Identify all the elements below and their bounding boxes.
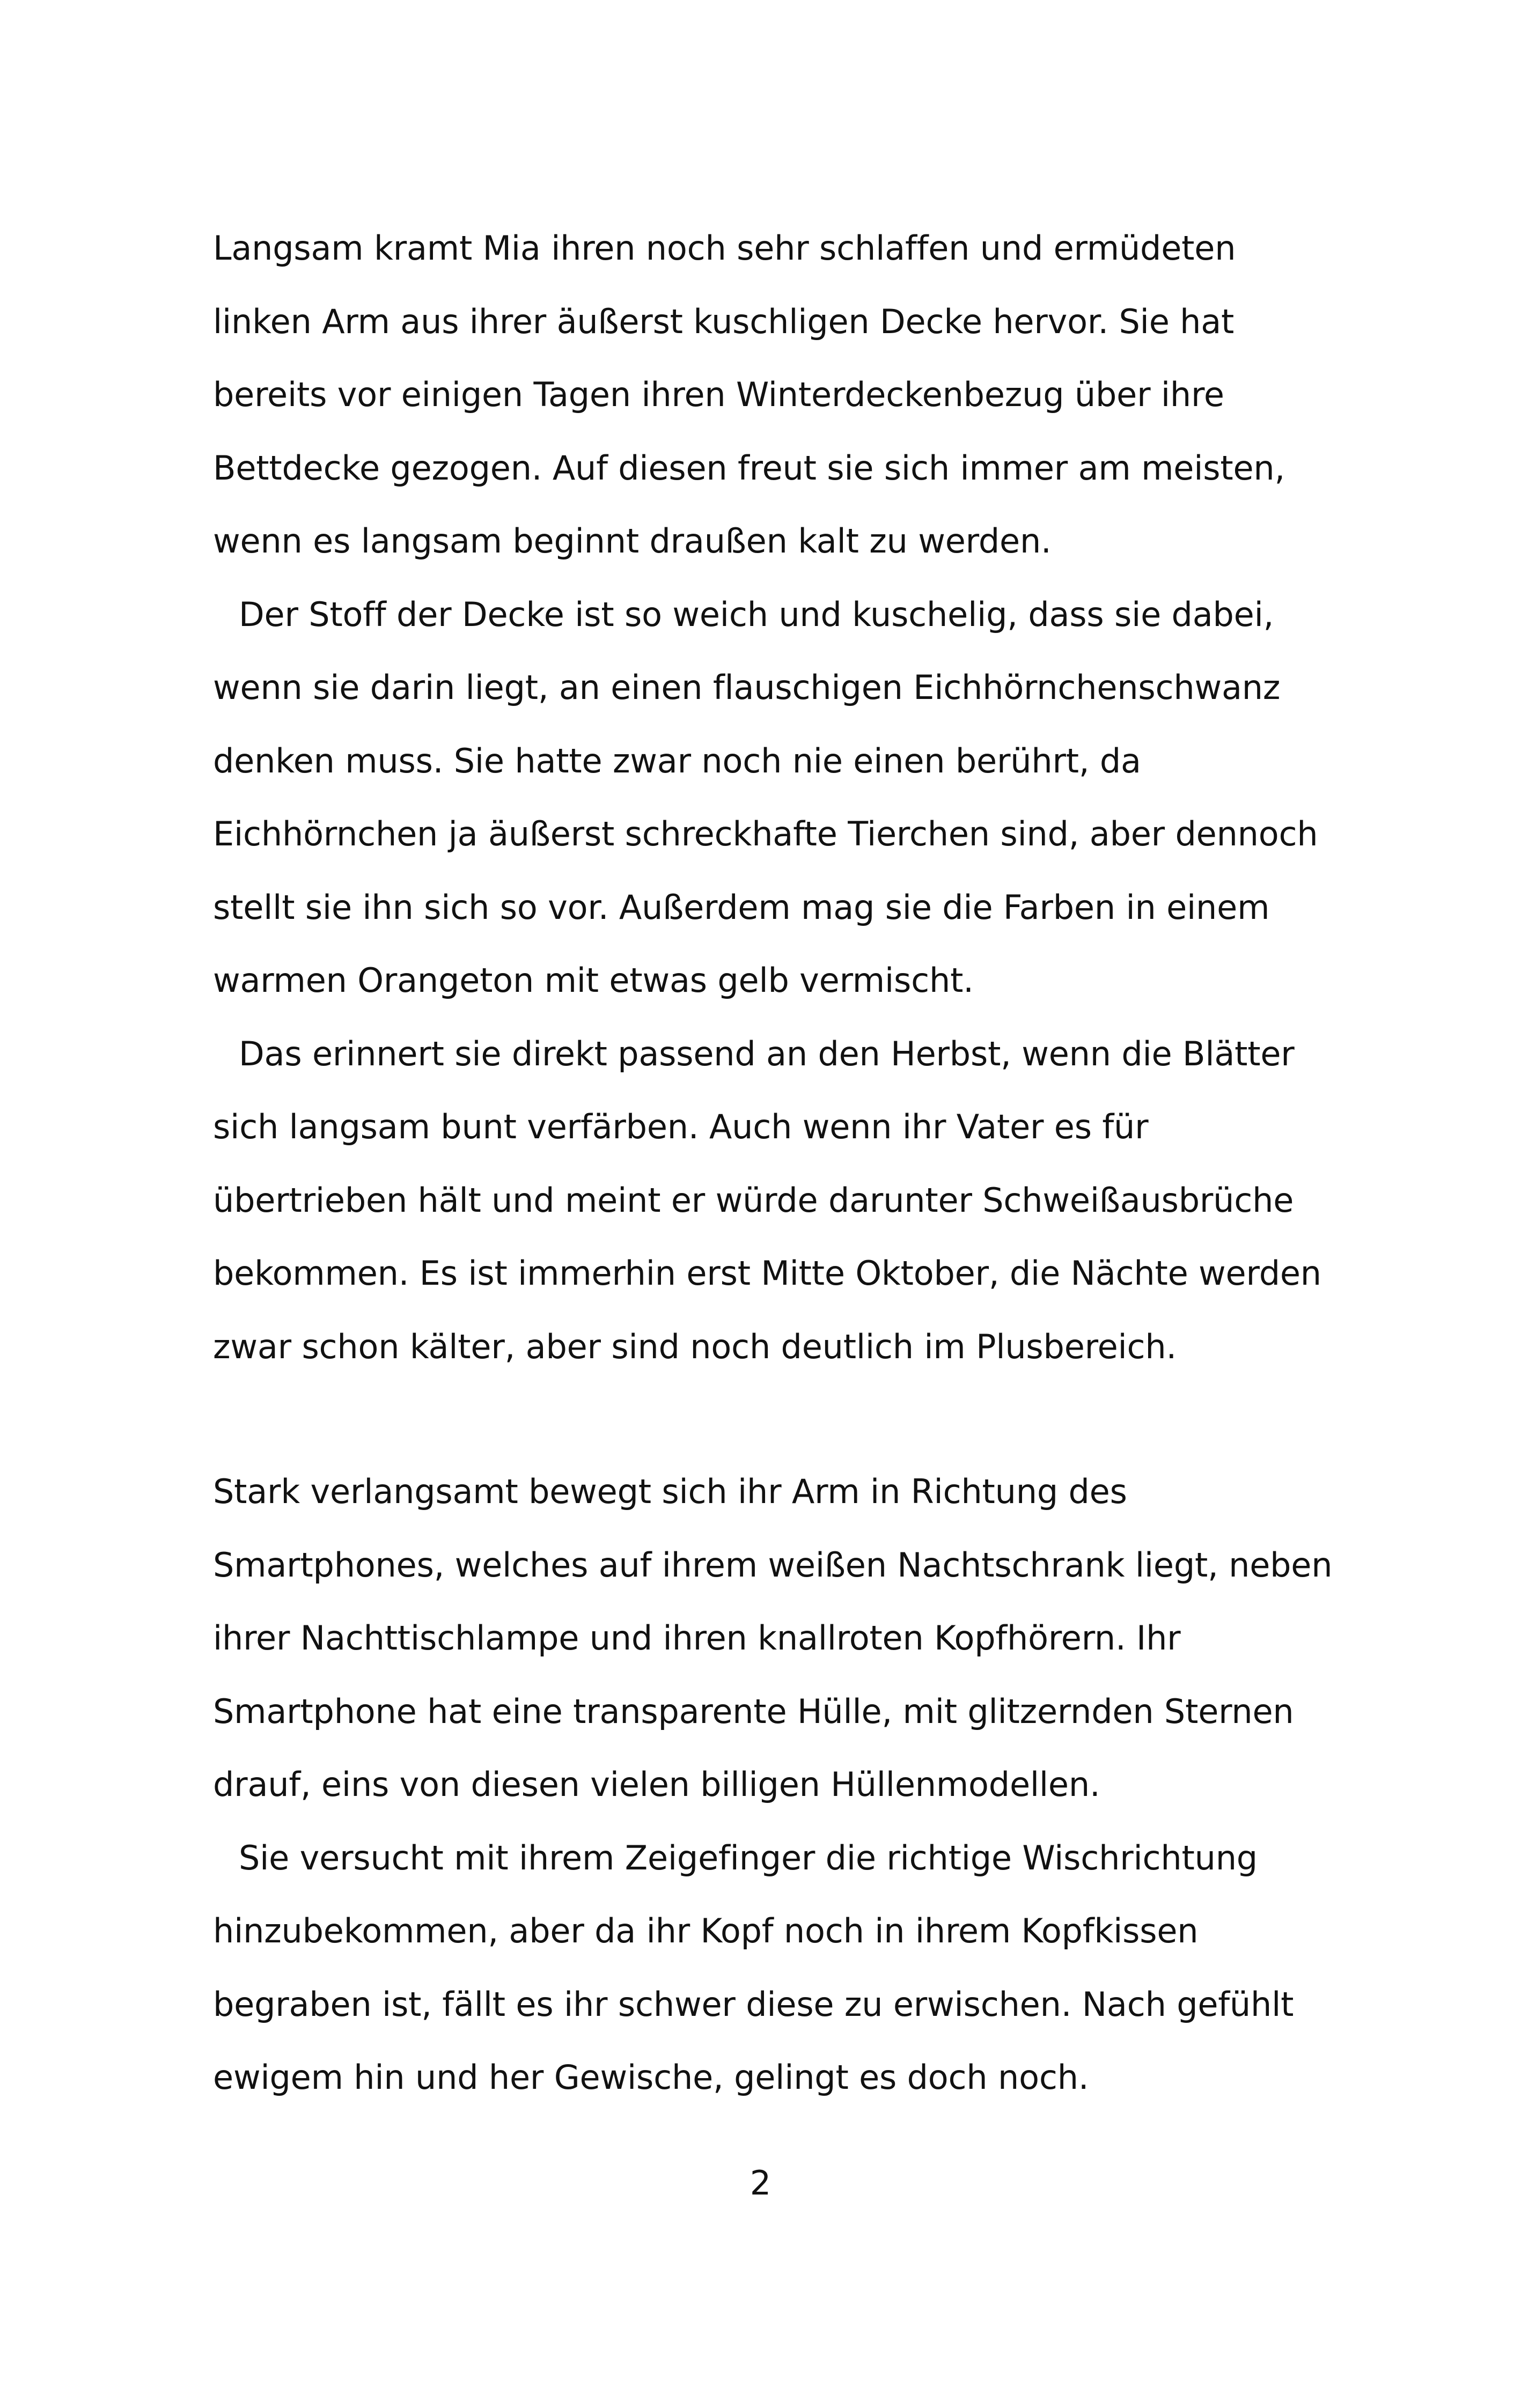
text-line: ewigem hin und her Gewische, gelingt es doch noch. (213, 2058, 1089, 2097)
text-line: Smartphone hat eine transparente Hülle, mit glitzernden Sternen (213, 1691, 1294, 1731)
text-line: übertrieben hält und meint er würde darunter Schweißausbrüche (213, 1180, 1294, 1220)
text-line: drauf, eins von diesen vielen billigen Hüllenmodellen. (213, 1765, 1100, 1804)
text-line: Eichhörnchen ja äußerst schreckhafte Tierchen sind, aber dennoch (213, 814, 1318, 853)
text-line: begraben ist, fällt es ihr schwer diese zu erwischen. Nach gefühlt (213, 1984, 1294, 2024)
text-line: Smartphones, welches auf ihrem weißen Nachtschrank liegt, neben (213, 1545, 1333, 1585)
text-line: Langsam kramt Mia ihren noch sehr schlaffen und ermüdeten (213, 229, 1236, 268)
text-line: hinzubekommen, aber da ihr Kopf noch in ihrem Kopfkissen (213, 1911, 1199, 1950)
text-block-2 (213, 1455, 1333, 2115)
text-line: stellt sie ihn sich so vor. Außerdem mag sie die Farben in einem (213, 887, 1270, 927)
text-line: denken muss. Sie hatte zwar noch nie einen berührt, da (213, 741, 1141, 780)
text-line: sich langsam bunt verfärben. Auch wenn ihr Vater es für (213, 1107, 1149, 1146)
text-line: bekommen. Es ist immerhin erst Mitte Oktober, die Nächte werden (213, 1254, 1321, 1293)
text-line: wenn sie darin liegt, an einen flauschigen Eichhörnchenschwanz (213, 668, 1281, 707)
text-line: ihrer Nachttischlampe und ihren knallroten Kopfhörern. Ihr (213, 1618, 1181, 1658)
text-line: wenn es langsam beginnt draußen kalt zu werden. (213, 521, 1052, 561)
text-line: linken Arm aus ihrer äußerst kuschligen Decke hervor. Sie hat (213, 301, 1235, 341)
text-line: Stark verlangsamt bewegt sich ihr Arm in Richtung des (213, 1472, 1127, 1511)
text-line: zwar schon kälter, aber sind noch deutlich im Plusbereich. (213, 1327, 1177, 1366)
text-line-indented: Das erinnert sie direkt passend an den Herbst, wenn die Blätter (239, 1034, 1295, 1073)
text-line-indented: Der Stoff der Decke ist so weich und kuschelig, dass sie dabei, (239, 594, 1274, 634)
text-line-indented: Sie versucht mit ihrem Zeigefinger die richtige Wischrichtung (239, 1838, 1258, 1877)
text-line: warmen Orangeton mit etwas gelb vermischt. (213, 961, 974, 1000)
text-line: Bettdecke gezogen. Auf diesen freut sie sich immer am meisten, (213, 448, 1285, 488)
text-line: bereits vor einigen Tagen ihren Winterdeckenbezug über ihre (213, 375, 1224, 414)
text-block-1 (213, 212, 1329, 1383)
page-number: 2 (750, 2163, 771, 2203)
